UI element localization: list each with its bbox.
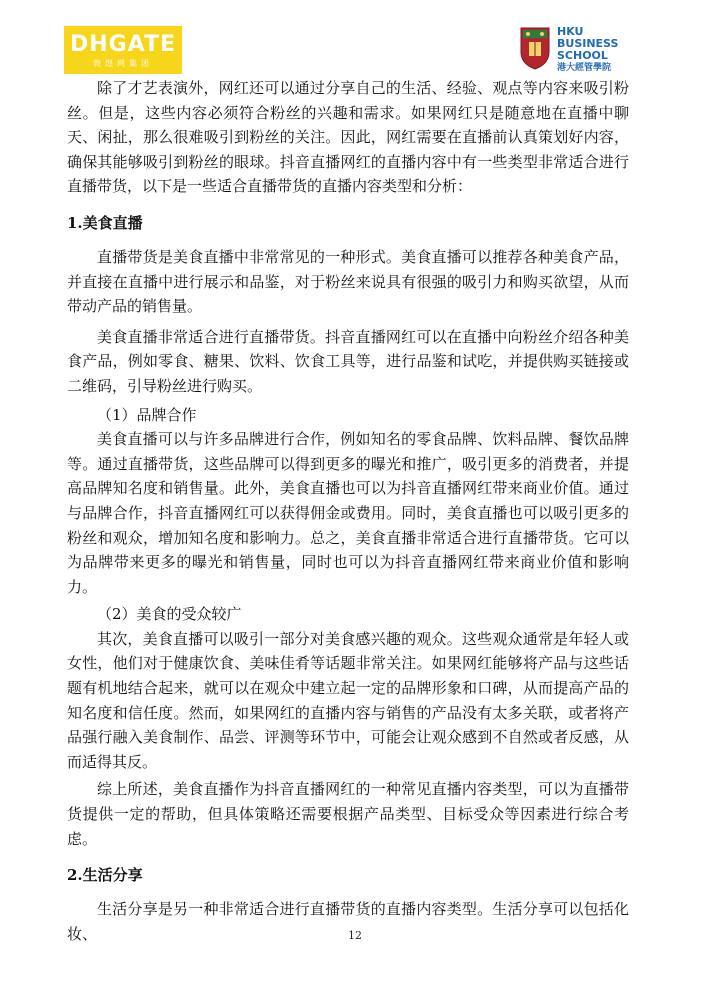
subheading-brand-cooperation: （1）品牌合作 [97, 405, 197, 424]
paragraph-food-1: 直播带货是美食直播中非常常见的一种形式。美食直播可以推荐各种美食产品，并直接在直播中进行展示和品鉴，对于粉丝来说具有很强的吸引力和购买欲望，从而带动产品的销售量。 [67, 247, 629, 316]
paragraph-intro: 除了才艺表演外，网红还可以通过分享自己的生活、经验、观点等内容来吸引粉丝。但是，这些内容必须符合粉丝的兴趣和需求。如果网红只是随意地在直播中聊天、闲扯，那么很难吸引到粉丝的关注。因此，网红需要在直播前认真策划好内容，确保其能够吸引到粉丝的眼球。抖音直播网红的直播内容中有一些类型非常适合进行直播带货，以下是一些适合直播带货的直播内容类型和分析： [67, 79, 629, 196]
document-body [67, 76, 629, 946]
paragraph-food-2: 美食直播非常适合进行直播带货。抖音直播网红可以在直播中向粉丝介绍各种美食产品，例如零食、糖果、饮料、饮食工具等，进行品鉴和试吃，并提供购买链接或二维码，引导粉丝进行购买。 [67, 327, 629, 395]
dhgate-logo-subtitle: 敦煌网集团 [93, 59, 153, 68]
hku-logo-line-4: 港大經管學院 [557, 63, 612, 73]
paragraph-life-sharing: 生活分享是另一种非常适合进行直播带货的直播内容类型。生活分享可以包括化妆、 [67, 900, 629, 943]
dhgate-logo-word: DHGATE [69, 32, 177, 57]
dhgate-logo [64, 26, 182, 74]
hku-business-school-logo [519, 24, 629, 74]
hku-logo-line-2: BUSINESS [557, 37, 619, 50]
paragraph-wide-audience: 其次，美食直播可以吸引一部分对美食感兴趣的观众。这些观众通常是年轻人或女性，他们对于健康饮食、美味佳肴等话题非常关注。如果网红能够将产品与这些话题有机地结合起来，就可以在观众中建立起一定的品牌形象和口碑，从而提高产品的知名度和信任度。然而，如果网红的直播内容与销售的产品没有太多关联，或者将产品强行融入美食制作、品尝、评测等环节中，可能会让观众感到不自然或者反感，从而适得其反。 [67, 629, 629, 771]
section-heading-food-live: 1.美食直播 [67, 213, 143, 232]
section-heading-life-sharing: 2.生活分享 [67, 866, 143, 885]
page-number: 12 [348, 929, 362, 942]
paragraph-summary: 综上所述，美食直播作为抖音直播网红的一种常见直播内容类型，可以为直播带货提供一定的帮助，但具体策略还需要根据产品类型、目标受众等因素进行综合考虑。 [67, 780, 629, 848]
paragraph-brand-cooperation: 美食直播可以与许多品牌进行合作，例如知名的零食品牌、饮料品牌、餐饮品牌等。通过直播带货，这些品牌可以得到更多的曝光和推广，吸引更多的消费者，并提高品牌知名度和销售量。此外，美食直播也可以为抖音直播网红带来商业价值。通过与品牌合作，抖音直播网红可以获得佣金或费用。同时，美食直播也可以吸引更多的粉丝和观众，增加知名度和影响力。总之，美食直播非常适合进行直播带货。它可以为品牌带来更多的曝光和销售量，同时也可以为抖音直播网红带来商业价值和影响力。 [67, 430, 629, 596]
subheading-wide-audience: （2）美食的受众较广 [97, 605, 242, 624]
hku-logo-line-3: SCHOOL [557, 49, 608, 62]
hku-logo-line-1: HKU [557, 25, 584, 38]
hku-shield-icon [519, 26, 551, 70]
